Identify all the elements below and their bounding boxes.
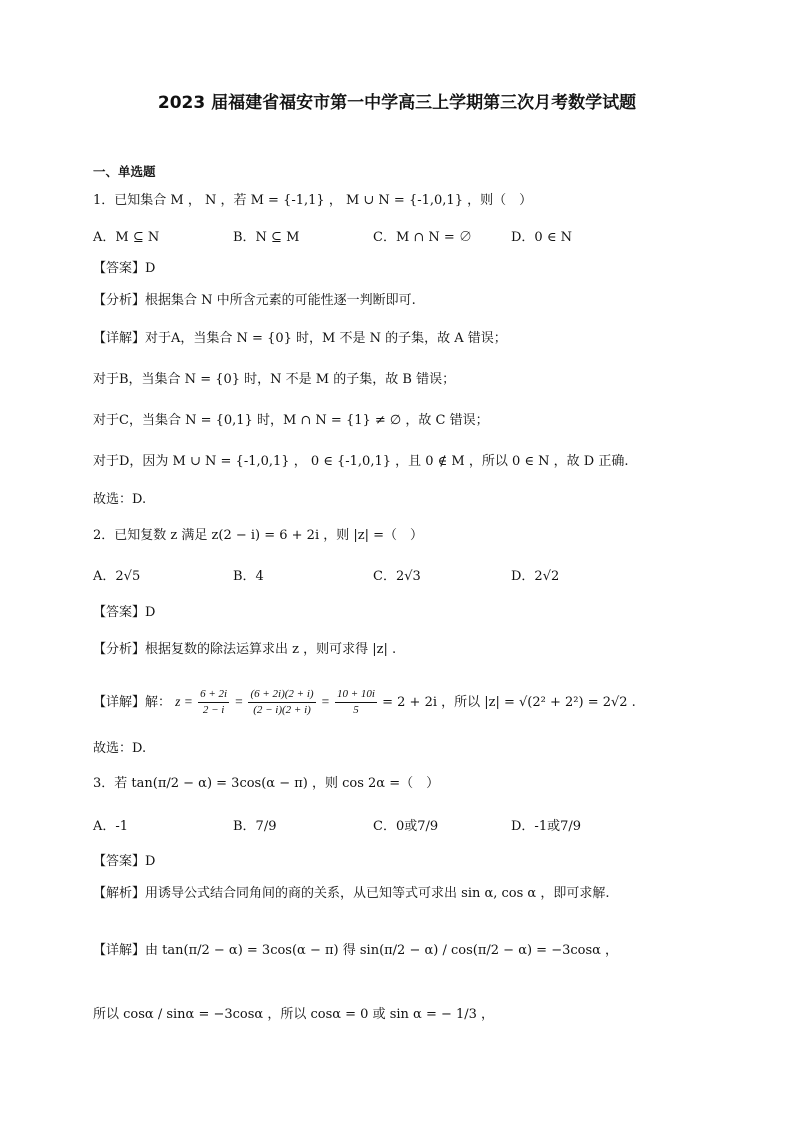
q2-frac-3 — [335, 687, 377, 718]
q1-answer — [93, 260, 754, 278]
q1-detail-line-b: 对于B，当集合 N = {0} 时，N 不是 M 的子集，故 B 错误； — [93, 372, 456, 387]
detail-label: 【详解】 — [93, 695, 146, 710]
q1-detail-a — [93, 330, 754, 348]
q1-detail-line-d: 对于D，因为 M ∪ N = {-1,0,1} ， 0 ∈ {-1,0,1} ，且 0 ∉ M ，所以 0 ∈ N ，故 D 正确. — [93, 454, 629, 469]
q2-option-c: C．2√3 — [373, 569, 421, 584]
q3-answer — [93, 853, 754, 871]
q2-analysis — [93, 641, 754, 659]
q3-detail — [93, 942, 754, 960]
q2-option-d: D．2√2 — [511, 569, 560, 584]
q2-eq-sign-1: = — [234, 694, 244, 709]
q2-frac-1-num: 6 + 2i — [198, 687, 229, 703]
q2-analysis-text: 根据复数的除法运算求出 z ，则可求得 |z| . — [145, 642, 397, 657]
page-title: 2023 届福建省福安市第一中学高三上学期第三次月考数学试题 — [157, 93, 637, 113]
q3-analysis-text: 用诱导公式结合同角间的商的关系，从已知等式可求出 sin α, cos α ，即可求解. — [145, 886, 610, 901]
detail-label: 【详解】 — [93, 943, 146, 958]
q2-options — [93, 568, 753, 586]
q2-frac-3-num: 10 + 10i — [335, 687, 377, 703]
q1-analysis-text: 根据集合 N 中所含元素的可能性逐一判断即可. — [145, 293, 416, 308]
q1-option-a: A．M ⊆ N — [93, 230, 160, 245]
q3-stem: 3．若 tan(π/2 − α) = 3cos(α − π) ，则 cos 2α =（ ） — [93, 776, 440, 791]
q2-detail-prefix: 解： — [145, 695, 172, 710]
answer-label: 【答案】 — [93, 605, 146, 620]
q2-frac-2 — [248, 687, 315, 718]
q2-option-b: B．4 — [233, 569, 264, 584]
q3-answer-value: D — [145, 854, 156, 869]
analysis-label: 【分析】 — [93, 293, 146, 308]
q1-answer-value: D — [145, 261, 156, 276]
q2-frac-1-den: 2 − i — [202, 704, 225, 716]
q2-stem: 2．已知复数 z 满足 z(2 − i) = 6 + 2i ，则 |z| =（ ） — [93, 528, 424, 543]
q1-analysis — [93, 292, 754, 310]
answer-label: 【答案】 — [93, 261, 146, 276]
q3-option-b: B．7/9 — [233, 819, 277, 834]
q3-option-c: C．0或7/9 — [373, 819, 439, 834]
q3-option-d: D．-1或7/9 — [511, 819, 582, 834]
q1-option-b: B．N ⊆ M — [233, 230, 300, 245]
q2-detail — [93, 682, 754, 722]
q3-detail-text: 由 tan(π/2 − α) = 3cos(α − π) 得 sin(π/2 − α) / cos(π/2 − α) = −3cosα ， — [145, 943, 619, 958]
q1-stem: 1．已知集合 M ， N ，若 M = {-1,1} ， M ∪ N = {-1,0,1} ，则（ ） — [93, 193, 533, 208]
q2-eq-lhs: z = — [175, 694, 193, 709]
q1-option-d: D．0 ∈ N — [511, 230, 572, 245]
q2-frac-2-num: (6 + 2i)(2 + i) — [248, 687, 315, 703]
q2-frac-1 — [198, 687, 229, 718]
q2-answer — [93, 604, 754, 622]
section-heading: 一、单选题 — [93, 164, 156, 179]
analysis-label: 【分析】 — [93, 642, 146, 657]
q2-option-a: A．2√5 — [93, 569, 141, 584]
q1-detail-line-a: 对于A，当集合 N = {0} 时，M 不是 N 的子集，故 A 错误； — [145, 331, 507, 346]
q1-conclusion: 故选：D. — [93, 492, 147, 507]
q2-answer-value: D — [145, 605, 156, 620]
q2-frac-3-den: 5 — [353, 704, 359, 716]
q3-options — [93, 818, 753, 836]
q1-option-c: C．M ∩ N = ∅ — [373, 230, 472, 245]
q2-eq-sign-2: = — [320, 694, 330, 709]
q1-detail-line-c: 对于C，当集合 N = {0,1} 时，M ∩ N = {1} ≠ ∅ ，故 C 错误； — [93, 413, 489, 428]
q1-options — [93, 229, 753, 247]
q2-detail-tail: = 2 + 2i ，所以 |z| = √(2² + 2²) = 2√2 . — [382, 695, 636, 710]
q2-frac-2-den: (2 − i)(2 + i) — [253, 704, 311, 716]
q3-last-line: 所以 cosα / sinα = −3cosα ，所以 cosα = 0 或 sin α = − 1/3 ， — [93, 1007, 495, 1022]
analysis2-label: 【解析】 — [93, 886, 146, 901]
q3-option-a: A．-1 — [93, 819, 129, 834]
q3-analysis — [93, 885, 754, 903]
detail-label: 【详解】 — [93, 331, 146, 346]
answer-label: 【答案】 — [93, 854, 146, 869]
q2-conclusion: 故选：D. — [93, 741, 147, 756]
